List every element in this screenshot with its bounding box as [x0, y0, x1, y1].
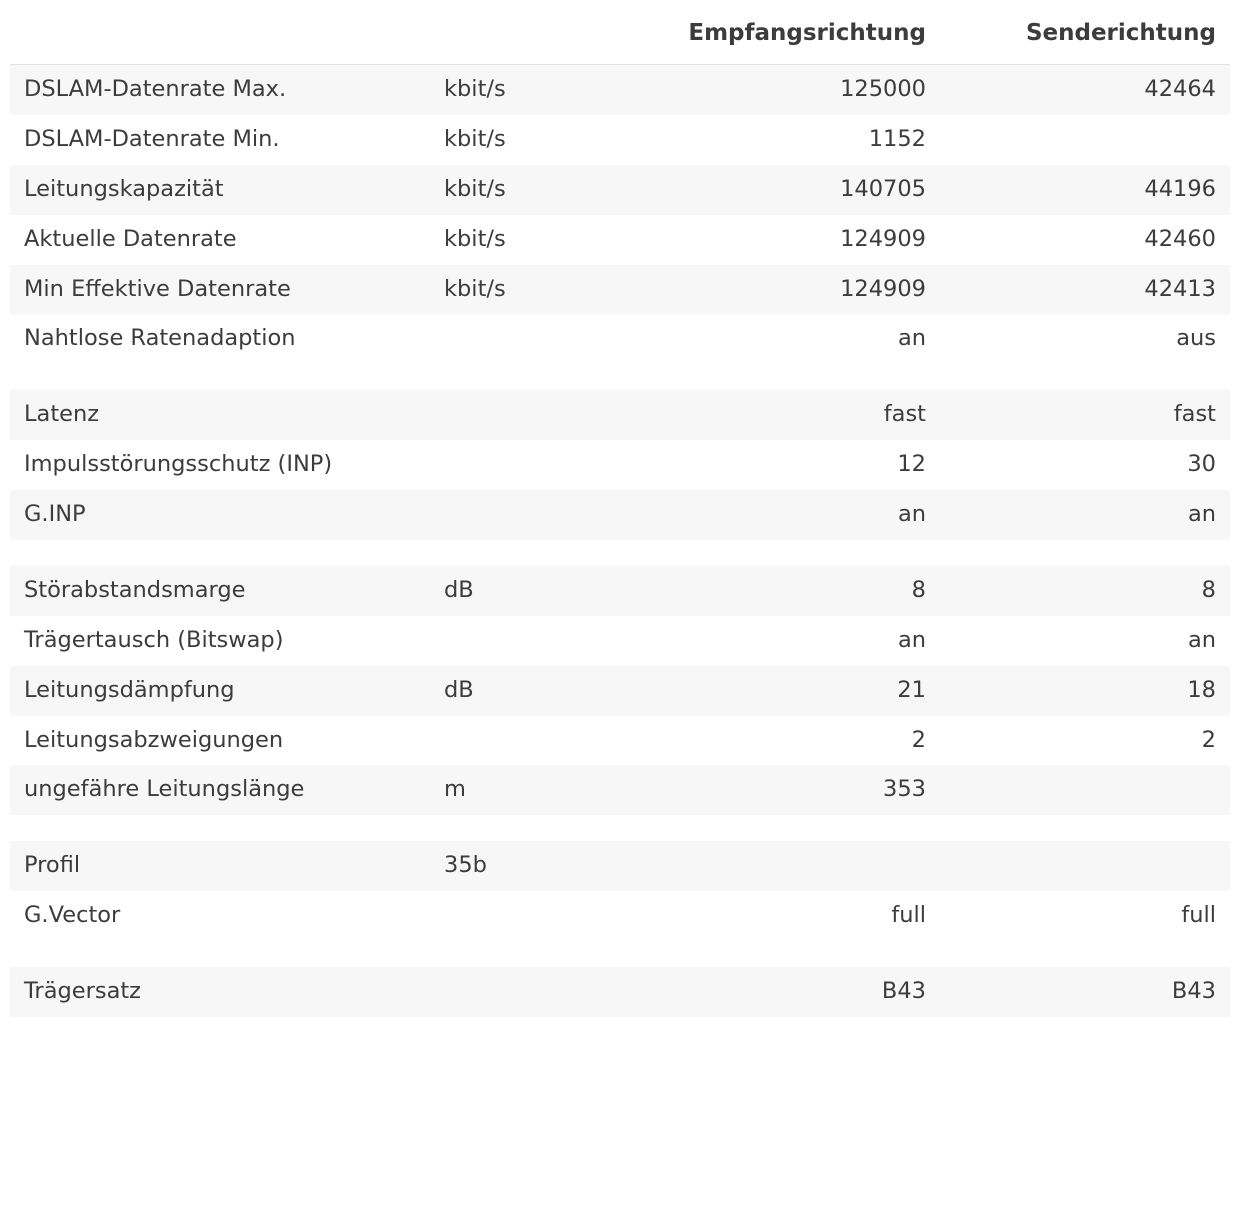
- row-unit-cell: kbit/s: [430, 215, 650, 265]
- row-receive-value-cell: 12: [650, 440, 940, 490]
- row-unit-cell: dB: [430, 566, 650, 616]
- row-unit-cell: [430, 314, 650, 364]
- row-label-cell: Latenz: [10, 390, 430, 440]
- row-unit-cell: [430, 967, 650, 1017]
- row-unit-cell: [430, 390, 650, 440]
- table-row: [10, 165, 1230, 215]
- row-send-value-cell: aus: [940, 314, 1230, 364]
- table-row: [10, 440, 1230, 490]
- row-receive-value-cell: fast: [650, 390, 940, 440]
- table-spacer-row: [10, 540, 1230, 566]
- row-send-value-cell: an: [940, 490, 1230, 540]
- table-spacer-row: [10, 364, 1230, 390]
- table-header-row: [10, 8, 1230, 65]
- row-receive-value-cell: full: [650, 891, 940, 941]
- table-spacer-row: [10, 941, 1230, 967]
- row-receive-value-cell: an: [650, 314, 940, 364]
- table-row: [10, 666, 1230, 716]
- row-label-cell: Aktuelle Datenrate: [10, 215, 430, 265]
- table-row: [10, 765, 1230, 815]
- row-receive-value-cell: 2: [650, 716, 940, 766]
- row-receive-value-cell: an: [650, 616, 940, 666]
- row-send-value-cell: an: [940, 616, 1230, 666]
- row-receive-value-cell: an: [650, 490, 940, 540]
- row-send-value-cell: [940, 115, 1230, 165]
- row-label-cell: Leitungsdämpfung: [10, 666, 430, 716]
- table-spacer-row: [10, 815, 1230, 841]
- row-send-value-cell: 18: [940, 666, 1230, 716]
- row-send-value-cell: full: [940, 891, 1230, 941]
- row-unit-cell: [430, 440, 650, 490]
- column-header-send-direction: Senderichtung: [940, 8, 1230, 65]
- row-label-cell: Min Effektive Datenrate: [10, 265, 430, 315]
- row-receive-value-cell: 124909: [650, 215, 940, 265]
- table-row: [10, 265, 1230, 315]
- row-label-cell: Störabstandsmarge: [10, 566, 430, 616]
- row-receive-value-cell: [650, 841, 940, 891]
- table-spacer-cell: [10, 815, 1230, 841]
- row-send-value-cell: [940, 841, 1230, 891]
- row-unit-cell: dB: [430, 666, 650, 716]
- table-row: [10, 616, 1230, 666]
- row-label-cell: Leitungsabzweigungen: [10, 716, 430, 766]
- row-send-value-cell: 42464: [940, 65, 1230, 115]
- row-label-cell: Profil: [10, 841, 430, 891]
- column-header-receive-direction: Empfangsrichtung: [650, 8, 940, 65]
- table-row: [10, 716, 1230, 766]
- table-row: [10, 490, 1230, 540]
- table-spacer-cell: [10, 540, 1230, 566]
- table-spacer-cell: [10, 364, 1230, 390]
- table-row: [10, 215, 1230, 265]
- row-send-value-cell: 2: [940, 716, 1230, 766]
- row-unit-cell: [430, 490, 650, 540]
- row-unit-cell: kbit/s: [430, 165, 650, 215]
- table-row: [10, 65, 1230, 115]
- table-body: [10, 65, 1230, 1017]
- row-receive-value-cell: 125000: [650, 65, 940, 115]
- row-unit-cell: kbit/s: [430, 65, 650, 115]
- row-receive-value-cell: 8: [650, 566, 940, 616]
- table-row: [10, 841, 1230, 891]
- row-label-cell: Leitungskapazität: [10, 165, 430, 215]
- row-send-value-cell: 42460: [940, 215, 1230, 265]
- row-send-value-cell: B43: [940, 967, 1230, 1017]
- row-label-cell: Trägertausch (Bitswap): [10, 616, 430, 666]
- row-label-cell: DSLAM-Datenrate Max.: [10, 65, 430, 115]
- row-send-value-cell: [940, 765, 1230, 815]
- row-unit-cell: kbit/s: [430, 265, 650, 315]
- row-label-cell: ungefähre Leitungslänge: [10, 765, 430, 815]
- table-header: [10, 8, 1230, 65]
- table-row: [10, 115, 1230, 165]
- dsl-statistics-table: [10, 8, 1230, 1017]
- row-send-value-cell: 42413: [940, 265, 1230, 315]
- table-row: [10, 891, 1230, 941]
- table-row: [10, 390, 1230, 440]
- row-send-value-cell: 30: [940, 440, 1230, 490]
- column-header-label: [10, 8, 430, 65]
- row-receive-value-cell: 21: [650, 666, 940, 716]
- row-receive-value-cell: 124909: [650, 265, 940, 315]
- row-label-cell: G.INP: [10, 490, 430, 540]
- row-receive-value-cell: 140705: [650, 165, 940, 215]
- row-label-cell: Impulsstörungsschutz (INP): [10, 440, 430, 490]
- row-unit-cell: [430, 891, 650, 941]
- row-label-cell: Trägersatz: [10, 967, 430, 1017]
- table-spacer-cell: [10, 941, 1230, 967]
- row-unit-cell: 35b: [430, 841, 650, 891]
- row-unit-cell: [430, 616, 650, 666]
- row-receive-value-cell: 1152: [650, 115, 940, 165]
- row-send-value-cell: fast: [940, 390, 1230, 440]
- row-label-cell: G.Vector: [10, 891, 430, 941]
- row-unit-cell: m: [430, 765, 650, 815]
- row-send-value-cell: 44196: [940, 165, 1230, 215]
- row-send-value-cell: 8: [940, 566, 1230, 616]
- row-label-cell: Nahtlose Ratenadaption: [10, 314, 430, 364]
- row-unit-cell: kbit/s: [430, 115, 650, 165]
- column-header-unit: [430, 8, 650, 65]
- row-receive-value-cell: 353: [650, 765, 940, 815]
- row-label-cell: DSLAM-Datenrate Min.: [10, 115, 430, 165]
- row-unit-cell: [430, 716, 650, 766]
- row-receive-value-cell: B43: [650, 967, 940, 1017]
- table-row: [10, 314, 1230, 364]
- table-row: [10, 566, 1230, 616]
- table-row: [10, 967, 1230, 1017]
